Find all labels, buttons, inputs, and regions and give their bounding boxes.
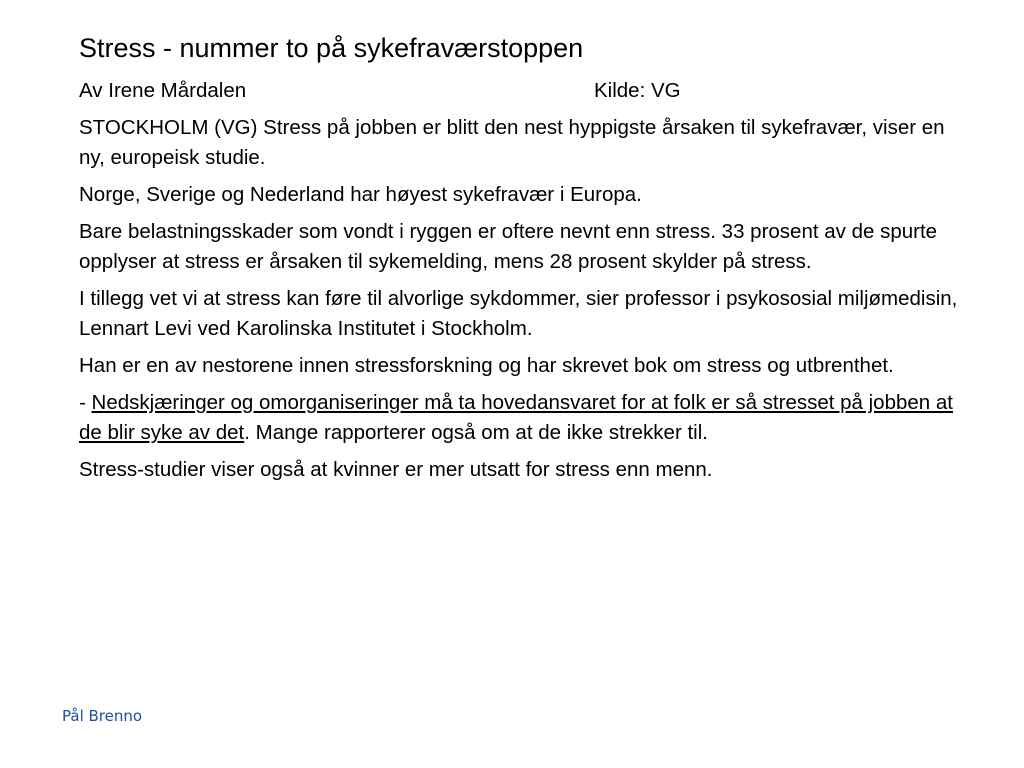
quote-dash: -: [79, 391, 92, 414]
footer-author: Pål Brenno: [62, 707, 143, 725]
slide-title: Stress - nummer to på sykefraværstoppen: [79, 33, 584, 63]
paragraph-countries: Norge, Sverige og Nederland har høyest sykefravær i Europa.: [79, 183, 642, 206]
paragraph-gender: Stress-studier viser også at kvinner er mer utsatt for stress enn menn.: [79, 458, 713, 481]
paragraph-nestor: Han er en av nestorene innen stressforskning og har skrevet bok om stress og utbrenthet.: [79, 354, 894, 377]
paragraph-professor: I tillegg vet vi at stress kan føre til alvorlige sykdommer, sier professor i psykososial miljømedisin, Lennart Levi ved Karolinska Institutet i Stockholm.: [79, 287, 958, 340]
slide-content: [79, 30, 959, 492]
quote-underlined: Nedskjæringer og omorganiseringer må ta hovedansvaret for at folk er så stresset på jobben at de blir syke av det: [79, 391, 953, 444]
paragraph-statistics: Bare belastningsskader som vondt i ryggen er oftere nevnt enn stress. 33 prosent av de spurte opplyser at stress er årsaken til sykemelding, mens 28 prosent skylder på stress.: [79, 220, 938, 273]
byline-author: Av Irene Mårdalen: [79, 79, 247, 102]
quote-rest: . Mange rapporterer også om at de ikke strekker til.: [244, 421, 708, 444]
byline-source: Kilde: VG: [594, 79, 681, 102]
paragraph-quote: [79, 388, 959, 448]
byline: [79, 78, 959, 104]
paragraph-intro: STOCKHOLM (VG) Stress på jobben er blitt den nest hyppigste årsaken til sykefravær, viser en ny, europeisk studie.: [79, 116, 945, 169]
